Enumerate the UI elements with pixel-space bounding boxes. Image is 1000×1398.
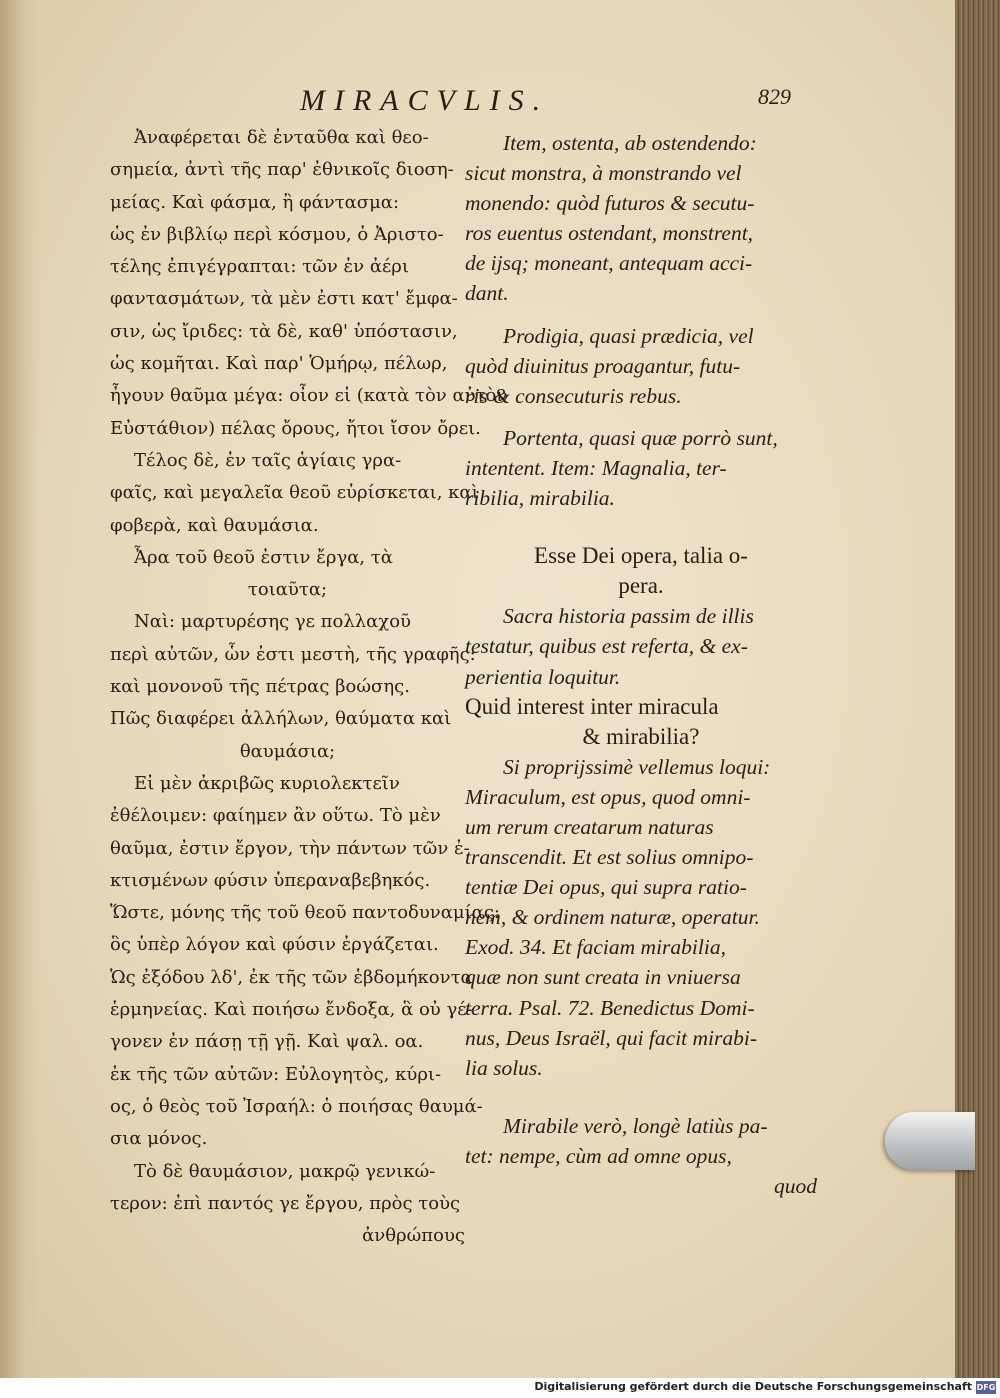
text-line: quæ non sunt creata in vniuersa: [465, 965, 741, 990]
text-line: μείας. Καὶ φάσμα, ἢ φάντασμα:: [110, 191, 400, 213]
greek-question: Πῶς διαφέρει ἀλλήλων, θαύματα καὶ: [110, 708, 452, 730]
text-line: Sacra historia passim de illis: [503, 604, 754, 629]
text-line: ὃς ὑπὲρ λόγον καὶ φύσιν ἐργάζεται.: [110, 934, 439, 956]
catchword: quod: [774, 1174, 817, 1198]
text-line: tet: nempe, cùm ad omne opus,: [465, 1143, 732, 1168]
text-line: Εἰ μὲν ἀκριβῶς κυριολεκτεῖν: [134, 772, 400, 794]
text-line: ros euentus ostendant, monstrent,: [465, 221, 754, 246]
funding-credit: Digitalisierung gefördert durch die Deutsche Forschungsgemeinschaft: [534, 1380, 972, 1393]
text-line: Exod. 34. Et faciam mirabilia,: [465, 935, 726, 960]
text-line: tentiæ Dei opus, qui supra ratio-: [465, 875, 747, 900]
text-line: lia solus.: [465, 1055, 543, 1080]
text-line: θαῦμα, ἐστιν ἔργον, τὴν πάντων τῶν ἐ-: [110, 837, 470, 859]
text-line: Portenta, quasi quæ porrò sunt,: [503, 425, 778, 450]
text-line: καὶ μονονοῦ τῆς πέτρας βοώσης.: [110, 676, 410, 698]
text-line: terra. Psal. 72. Benedictus Domi-: [465, 995, 755, 1020]
text-line: um rerum creatarum naturas: [465, 814, 714, 839]
text-line: Τὸ δὲ θαυμάσιον, μακρῷ γενικώ-: [134, 1160, 436, 1182]
text-line: Εὐστάθιον) πέλας ὄρους, ἤτοι ἴσον ὄρει.: [110, 417, 481, 439]
text-line: Ὡς ἐξόδου λδ', ἐκ τῆς τῶν ἑβδομήκοντα: [110, 966, 473, 988]
text-line: quòd diuinitus proagantur, futu-: [465, 353, 741, 378]
text-line: ὡς κομῆται. Καὶ παρ' Ὁμήρῳ, πέλωρ,: [110, 353, 448, 375]
text-line: Ναὶ: μαρτυρέσης γε πολλαχοῦ: [134, 611, 411, 633]
section-heading: Esse Dei opera, talia o-: [534, 543, 748, 569]
text-line: testatur, quibus est referta, & ex-: [465, 634, 748, 659]
text-line: φαῖς, καὶ μεγαλεῖα θεοῦ εὑρίσκεται, καὶ: [110, 482, 479, 504]
text-line: Prodigia, quasi prædicia, vel: [503, 323, 754, 348]
text-line: ὡς ἐν βιβλίῳ περὶ κόσμου, ὁ Ἀριστο-: [110, 223, 444, 245]
section-heading: pera.: [618, 573, 664, 599]
text-line: Miraculum, est opus, quod omni-: [465, 784, 751, 809]
text-line: Item, ostenta, ab ostendendo:: [503, 131, 757, 155]
text-line: ἐθέλοιμεν: φαίημεν ἂν οὕτω. Τὸ μὲν: [110, 805, 441, 827]
text-line: transcendit. Et est solius omnipo-: [465, 845, 754, 870]
greek-question: θαυμάσια;: [239, 740, 336, 762]
page-number: 829: [758, 84, 791, 109]
text-line: γονεν ἐν πάσῃ τῇ γῇ. Καὶ ψαλ. οα.: [110, 1031, 424, 1053]
text-line: intentent. Item: Magnalia, ter-: [465, 455, 727, 480]
text-line: ος, ὁ θεὸς τοῦ Ἰσραήλ: ὁ ποιήσας θαυμά-: [110, 1095, 483, 1117]
section-heading: & mirabilia?: [582, 723, 700, 749]
text-line: κτισμένων φύσιν ὑπεραναβεβηκός.: [110, 869, 431, 891]
text-line: τέλης ἐπιγέγραπται: τῶν ἐν ἀέρι: [110, 256, 409, 278]
text-line: Τέλος δὲ, ἐν ταῖς ἁγίαις γρα-: [134, 449, 402, 471]
text-line: ribilia, mirabilia.: [465, 486, 615, 511]
text-line: σιν, ὡς ἴριδες: τὰ δὲ, καθ' ὑπόστασιν,: [110, 320, 458, 342]
page-gutter-shadow: [0, 0, 40, 1378]
text-line: ἑρμηνείας. Καὶ ποιήσω ἔνδοξα, ἃ οὐ γέ-: [110, 999, 473, 1021]
text-line: Ὥστε, μόνης τῆς τοῦ θεοῦ παντοδυναμίας:: [110, 902, 500, 924]
text-line: φαντασμάτων, τὰ μὲν ἐστι κατ' ἔμφα-: [110, 288, 458, 310]
text-line: περὶ αὐτῶν, ὧν ἐστι μεστὴ, τῆς γραφῆς:: [110, 643, 476, 665]
text-line: σημεία, ἀντὶ τῆς παρ' ἐθνικοῖς διοση-: [110, 159, 454, 181]
text-line: perientia loquitur.: [465, 664, 621, 689]
text-line: φοβερὰ, καὶ θαυμάσια.: [110, 514, 319, 536]
text-line: dant.: [465, 281, 509, 306]
dfg-logo: DFG: [976, 1383, 996, 1392]
text-line: sicut monstra, à monstrando vel: [465, 161, 742, 186]
section-heading: Quid interest inter miracula: [465, 693, 719, 719]
text-line: τερον: ἐπὶ παντός γε ἔργου, πρὸς τοὺς: [110, 1192, 461, 1214]
page-edges: [955, 0, 1000, 1378]
text-line: ris & consecuturis rebus.: [465, 383, 682, 408]
text-line: nus, Deus Israël, qui facit mirabi-: [465, 1025, 758, 1050]
text-line: ἐκ τῆς τῶν αὐτῶν: Εὐλογητὸς, κύρι-: [110, 1063, 442, 1085]
text-line: Mirabile verò, longè latiùs pa-: [503, 1113, 768, 1138]
text-line: σια μόνος.: [110, 1128, 208, 1150]
right-column-latin: [465, 128, 817, 1201]
text-line: Ἀναφέρεται δὲ ἐνταῦθα καὶ θεο-: [134, 127, 429, 148]
paper-clip-inner: [895, 1124, 970, 1158]
footer-bar: [0, 1378, 1000, 1398]
text-line: ἦγουν θαῦμα μέγα: οἶον εἰ (κατὰ τὸν αὐτὸν: [110, 385, 508, 407]
text-line: Si proprijssimè vellemus loqui:: [503, 754, 771, 779]
text-line: nem, & ordinem naturæ, operatur.: [465, 905, 760, 930]
text-line: monendo: quòd futuros & secutu-: [465, 191, 755, 216]
greek-question: Ἆρα τοῦ θεοῦ ἐστιν ἔργα, τὰ: [134, 546, 393, 568]
running-head: MIRACVLIS.: [300, 84, 550, 117]
catchword-left: ἀνθρώπους: [362, 1225, 465, 1247]
greek-question: τοιαῦτα;: [247, 579, 328, 601]
text-line: de ijsq; moneant, antequam acci-: [465, 251, 753, 276]
